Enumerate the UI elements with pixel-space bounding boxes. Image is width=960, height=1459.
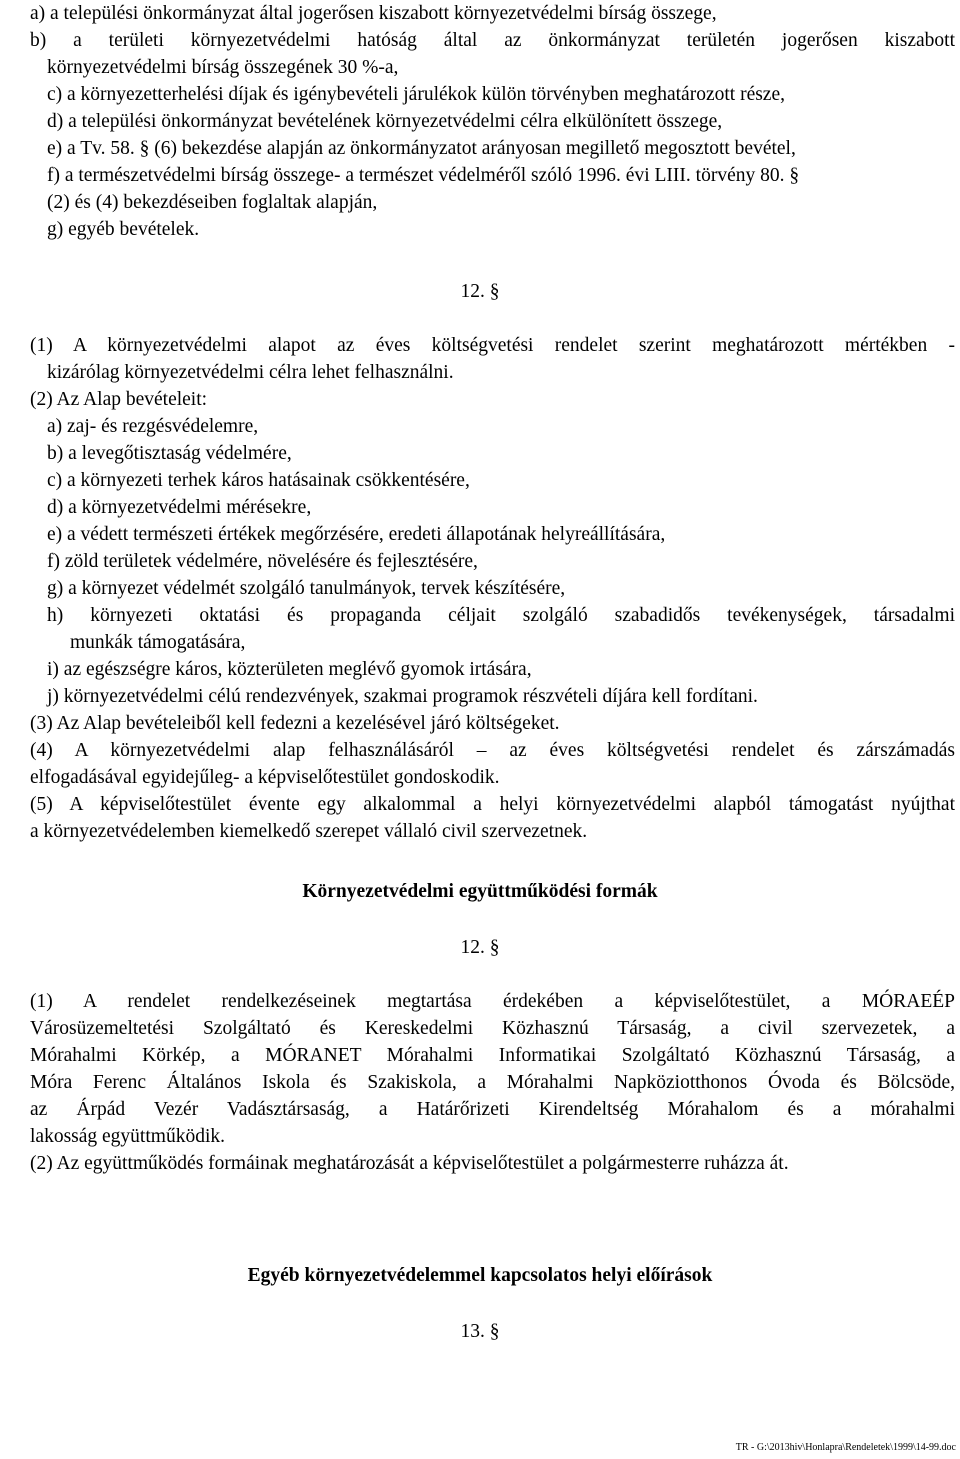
section-13-number: 13. § [460, 1321, 500, 1342]
s12-p3: (3) Az Alap bevételeiből kell fedezni a kezelésével járó költségeket. [30, 713, 560, 734]
s12-p5-line1: (5) A képviselőtestület évente egy alkalommal a helyi környezetvédelmi alapból támogatást nyújthat [30, 794, 955, 815]
list-item-a: a) a települési önkormányzat által jogerősen kiszabott környezetvédelmi bírság összege, [30, 3, 717, 24]
s12b-p1-line4: Móra Ferenc Általános Iskola és Szakiskola, a Mórahalmi Napköziotthonos Óvoda és Bölcsöde, [30, 1072, 955, 1093]
s12-p4-line2: elfogadásával egyidejűleg- a képviselőtestület gondoskodik. [30, 767, 500, 788]
s12-p5-line2: a környezetvédelemben kiemelkedő szerepet vállaló civil szervezetnek. [30, 821, 588, 842]
s12-item-h-line2: munkák támogatására, [70, 632, 246, 653]
s12-item-h-line1: h) környezeti oktatási és propaganda céljait szolgáló szabadidős tevékenységek, társadalmi [47, 605, 955, 626]
footer-file-path: TR - G:\2013hiv\Honlapra\Rendeletek\1999\14-99.doc [735, 1442, 956, 1453]
s12-item-c: c) a környezeti terhek káros hatásainak csökkentésére, [47, 470, 470, 491]
list-item-f-line1: f) a természetvédelmi bírság összege- a természet védelméről szóló 1996. évi LIII. törvény 80. § [47, 165, 800, 186]
list-item-b-line2: környezetvédelmi bírság összegének 30 %-a, [47, 57, 399, 78]
s12b-p1-line2: Városüzemeltetési Szolgáltató és Kereskedelmi Közhasznú Társaság, a civil szervezetek, a [30, 1018, 955, 1039]
s12b-p1-line5: az Árpád Vezér Vadásztársaság, a Határőrizeti Kirendeltség Mórahalom és a mórahalmi [30, 1099, 955, 1120]
s12-p1-line1: (1) A környezetvédelmi alapot az éves költségvetési rendelet szerint meghatározott mértékben - [30, 335, 955, 356]
s12-item-b: b) a levegőtisztaság védelmére, [47, 443, 292, 464]
s12-p4-line1: (4) A környezetvédelmi alap felhasználásáról – az éves költségvetési rendelet és zárszámadás [30, 740, 955, 761]
list-item-e: e) a Tv. 58. § (6) bekezdése alapján az önkormányzatot arányosan megillető megosztott bevétel, [47, 138, 796, 159]
list-item-f-line2: (2) és (4) bekezdéseiben foglaltak alapján, [47, 192, 378, 213]
s12-p1-line2: kizárólag környezetvédelmi célra lehet felhasználni. [47, 362, 454, 383]
heading-cooperation: Környezetvédelmi együttműködési formák [302, 881, 658, 902]
s12-p2-intro: (2) Az Alap bevételeit: [30, 389, 208, 410]
section-12b-number: 12. § [460, 937, 500, 958]
section-12-number: 12. § [460, 281, 500, 302]
s12-item-a: a) zaj- és rezgésvédelemre, [47, 416, 259, 437]
heading-local-rules: Egyéb környezetvédelemmel kapcsolatos helyi előírások [247, 1265, 713, 1286]
list-item-b-line1: b) a területi környezetvédelmi hatóság által az önkormányzat területén jogerősen kiszabott [30, 30, 955, 51]
s12-item-j: j) környezetvédelmi célú rendezvények, szakmai programok részvételi díjára kell fordítani. [47, 686, 758, 707]
s12b-p2: (2) Az együttműködés formáinak meghatározását a képviselőtestület a polgármesterre ruházza át. [30, 1153, 789, 1174]
list-item-d: d) a települési önkormányzat bevételének környezetvédelmi célra elkülönített összege, [47, 111, 723, 132]
s12b-p1-line1: (1) A rendelet rendelkezéseinek megtartása érdekében a képviselőtestület, a MÓRAEÉP [30, 991, 955, 1012]
s12-item-e: e) a védett természeti értékek megőrzésére, eredeti állapotának helyreállítására, [47, 524, 666, 545]
list-item-c: c) a környezetterhelési díjak és igénybevételi járulékok külön törvényben meghatározott része, [47, 84, 785, 105]
s12-item-d: d) a környezetvédelmi mérésekre, [47, 497, 312, 518]
s12-item-i: i) az egészségre káros, közterületen meglévő gyomok irtására, [47, 659, 532, 680]
list-item-g: g) egyéb bevételek. [47, 219, 200, 240]
s12b-p1-line3: Mórahalmi Körkép, a MÓRANET Mórahalmi Informatikai Szolgáltató Közhasznú Társaság, a [30, 1045, 955, 1066]
s12b-p1-last: lakosság együttműködik. [30, 1126, 225, 1147]
s12-item-f: f) zöld területek védelmére, növelésére és fejlesztésére, [47, 551, 478, 572]
s12-item-g: g) a környezet védelmét szolgáló tanulmányok, tervek készítésére, [47, 578, 566, 599]
